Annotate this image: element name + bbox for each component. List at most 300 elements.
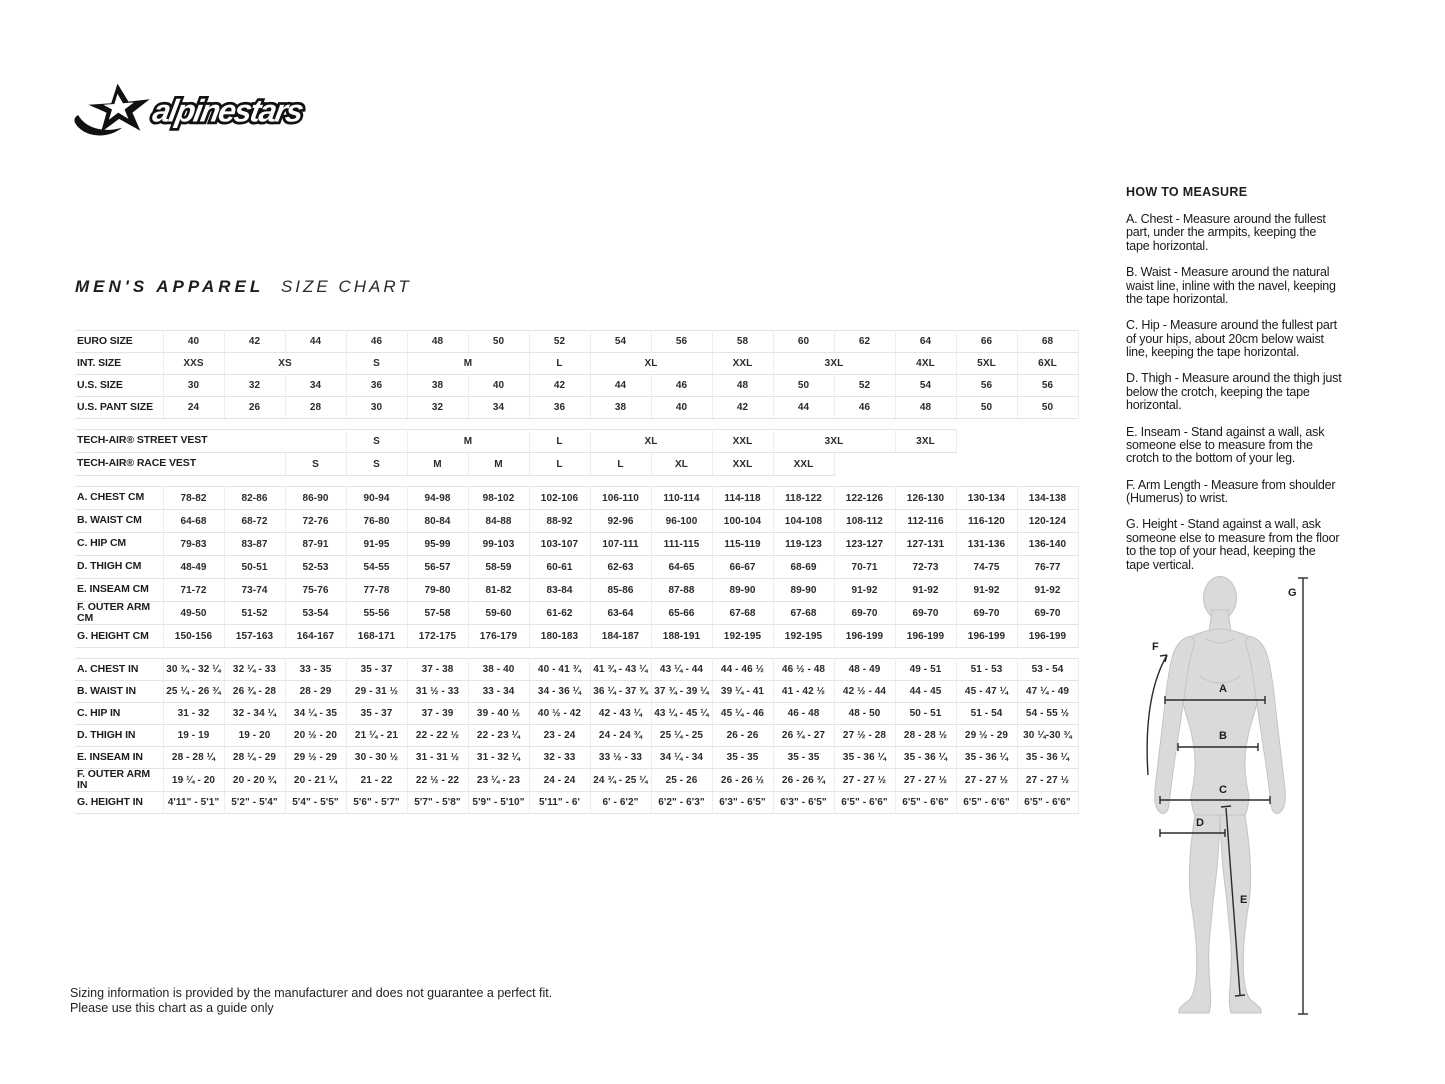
size-cell: 29 - 31 ½ xyxy=(346,681,407,703)
size-cell: 54 xyxy=(590,331,651,353)
size-cell: L xyxy=(529,353,590,375)
table-row-gap-3 xyxy=(75,648,1078,659)
size-cell: 72-76 xyxy=(285,510,346,533)
size-cell: 6'5" - 6'6" xyxy=(895,792,956,814)
size-cell: 51 - 54 xyxy=(956,703,1017,725)
size-cell: 32 xyxy=(407,397,468,419)
size-cell: 23 ¼ - 23 xyxy=(468,769,529,792)
table-row-hip-in xyxy=(75,703,1078,725)
size-cell: 26 - 26 xyxy=(712,725,773,747)
size-cell: 164-167 xyxy=(285,625,346,648)
size-cell: 99-103 xyxy=(468,533,529,556)
size-cell: 32 - 33 xyxy=(529,747,590,769)
size-cell: 6'3" - 6'5" xyxy=(773,792,834,814)
size-cell: S xyxy=(346,353,407,375)
size-cell: 52 xyxy=(529,331,590,353)
size-cell: 90-94 xyxy=(346,487,407,510)
size-cell: 111-115 xyxy=(651,533,712,556)
size-cell: 30 ¾ - 32 ¼ xyxy=(163,659,224,681)
size-cell: 84-88 xyxy=(468,510,529,533)
size-cell: L xyxy=(529,430,590,453)
row-label-inseam-cm: E. INSEAM CM xyxy=(75,579,163,602)
size-cell: 64 xyxy=(895,331,956,353)
size-cell: 5'4" - 5'5" xyxy=(285,792,346,814)
size-cell: 67-68 xyxy=(712,602,773,625)
size-cell: 30 xyxy=(346,397,407,419)
size-cell: 50 - 51 xyxy=(895,703,956,725)
table-row-outer-arm-cm xyxy=(75,602,1078,625)
size-cell: 168-171 xyxy=(346,625,407,648)
logo-wordmark: alpinestars xyxy=(150,92,306,129)
size-cell: 64-65 xyxy=(651,556,712,579)
size-cell: 69-70 xyxy=(834,602,895,625)
gap-cell xyxy=(75,648,1078,659)
size-cell: 88-92 xyxy=(529,510,590,533)
size-cell: 44 xyxy=(285,331,346,353)
size-cell: 26 xyxy=(224,397,285,419)
table-row-chest-in xyxy=(75,659,1078,681)
size-cell: 28 - 29 xyxy=(285,681,346,703)
table-row-waist-cm xyxy=(75,510,1078,533)
size-cell: 38 xyxy=(407,375,468,397)
size-cell: 35 - 35 xyxy=(773,747,834,769)
size-cell: 38 - 40 xyxy=(468,659,529,681)
row-label-thigh-in: D. THIGH IN xyxy=(75,725,163,747)
size-cell: 6'5" - 6'6" xyxy=(834,792,895,814)
size-cell: 78-82 xyxy=(163,487,224,510)
size-cell: 120-124 xyxy=(1017,510,1078,533)
size-cell: XXL xyxy=(773,453,834,476)
size-cell: 69-70 xyxy=(956,602,1017,625)
size-cell: 108-112 xyxy=(834,510,895,533)
size-cell: 67-68 xyxy=(773,602,834,625)
table-row-euro-size xyxy=(75,331,1078,353)
size-cell: 39 ¼ - 41 xyxy=(712,681,773,703)
size-cell: 19 ¼ - 20 xyxy=(163,769,224,792)
size-cell: 83-84 xyxy=(529,579,590,602)
size-cell: 64-68 xyxy=(163,510,224,533)
size-cell: 37 - 39 xyxy=(407,703,468,725)
size-cell: 35 - 36 ¼ xyxy=(956,747,1017,769)
size-cell: 75-76 xyxy=(285,579,346,602)
size-cell: 27 - 27 ½ xyxy=(956,769,1017,792)
size-cell: 24 ¾ - 25 ¼ xyxy=(590,769,651,792)
size-cell: 37 ¾ - 39 ¼ xyxy=(651,681,712,703)
label-g: G xyxy=(1288,587,1297,599)
size-cell: 103-107 xyxy=(529,533,590,556)
size-cell: 31 - 31 ½ xyxy=(407,747,468,769)
size-cell: 48 xyxy=(895,397,956,419)
size-cell: 32 xyxy=(224,375,285,397)
table-row-int-size xyxy=(75,353,1078,375)
size-cell: 91-92 xyxy=(956,579,1017,602)
row-label-outer-arm-cm: F. OUTER ARM CM xyxy=(75,602,163,625)
size-cell: 50 xyxy=(956,397,1017,419)
size-cell: 46 xyxy=(651,375,712,397)
size-cell: 43 ¼ - 44 xyxy=(651,659,712,681)
size-cell: XXS xyxy=(163,353,224,375)
size-cell: 70-71 xyxy=(834,556,895,579)
size-cell: 106-110 xyxy=(590,487,651,510)
size-cell: 68 xyxy=(1017,331,1078,353)
size-cell: 48 xyxy=(407,331,468,353)
size-cell: 29 ½ - 29 xyxy=(285,747,346,769)
size-cell: 46 ½ - 48 xyxy=(773,659,834,681)
size-cell: 44 xyxy=(773,397,834,419)
size-cell: 56 xyxy=(956,375,1017,397)
size-cell: 6'5" - 6'6" xyxy=(956,792,1017,814)
page-title xyxy=(75,277,412,297)
row-label-hip-cm: C. HIP CM xyxy=(75,533,163,556)
size-cell: 46 - 48 xyxy=(773,703,834,725)
size-cell: 122-126 xyxy=(834,487,895,510)
size-cell: 65-66 xyxy=(651,602,712,625)
table-row-height-in xyxy=(75,792,1078,814)
size-cell: 5'11" - 6' xyxy=(529,792,590,814)
size-cell: 4'11" - 5'1" xyxy=(163,792,224,814)
size-cell: 196-199 xyxy=(834,625,895,648)
size-cell: 36 xyxy=(346,375,407,397)
size-cell: 42 xyxy=(529,375,590,397)
size-cell: 36 ¼ - 37 ¾ xyxy=(590,681,651,703)
size-cell: 48 - 49 xyxy=(834,659,895,681)
size-cell: 38 xyxy=(590,397,651,419)
size-cell: 58 xyxy=(712,331,773,353)
size-cell: 188-191 xyxy=(651,625,712,648)
label-a: A xyxy=(1219,683,1227,695)
table-row-tech-air-race-vest xyxy=(75,453,1078,476)
size-cell: L xyxy=(529,453,590,476)
measure-step-height: G. Height - Stand against a wall, ask someone else to measure from the floor to the top of your head, keeping the tape vertical. xyxy=(1126,517,1340,572)
body-measurement-diagram xyxy=(1135,572,1315,1022)
title-primary: MEN'S APPAREL xyxy=(75,277,265,296)
star-icon xyxy=(74,84,149,136)
size-cell: 92-96 xyxy=(590,510,651,533)
table-row-us-pant-size xyxy=(75,397,1078,419)
size-cell: 71-72 xyxy=(163,579,224,602)
measure-step-waist: B. Waist - Measure around the natural waist line, inline with the navel, keeping the tape horizontal. xyxy=(1126,265,1336,306)
size-cell: 42 - 43 ¼ xyxy=(590,703,651,725)
label-b: B xyxy=(1219,730,1227,742)
size-cell: 116-120 xyxy=(956,510,1017,533)
size-cell: 62-63 xyxy=(590,556,651,579)
size-cell: 27 ½ - 28 xyxy=(834,725,895,747)
size-cell: 40 - 41 ¾ xyxy=(529,659,590,681)
size-cell: 51-52 xyxy=(224,602,285,625)
table-row-thigh-cm xyxy=(75,556,1078,579)
size-cell: 134-138 xyxy=(1017,487,1078,510)
size-cell: 42 xyxy=(224,331,285,353)
table-row-gap-1 xyxy=(75,419,1078,430)
size-cell: 91-92 xyxy=(895,579,956,602)
row-label-chest-cm: A. CHEST CM xyxy=(75,487,163,510)
size-cell: 5'2" - 5'4" xyxy=(224,792,285,814)
size-cell: 48 xyxy=(712,375,773,397)
size-cell: 44 xyxy=(590,375,651,397)
size-cell: 76-77 xyxy=(1017,556,1078,579)
size-cell: 54-55 xyxy=(346,556,407,579)
size-cell: 52-53 xyxy=(285,556,346,579)
size-cell: 180-183 xyxy=(529,625,590,648)
size-cell: 42 ½ - 44 xyxy=(834,681,895,703)
size-cell: 44 - 45 xyxy=(895,681,956,703)
row-label-waist-in: B. WAIST IN xyxy=(75,681,163,703)
size-cell: 30 xyxy=(163,375,224,397)
size-cell: 22 ½ - 22 xyxy=(407,769,468,792)
size-cell: 22 - 22 ½ xyxy=(407,725,468,747)
size-cell: 68-69 xyxy=(773,556,834,579)
size-cell: L xyxy=(590,453,651,476)
size-cell: 41 ¾ - 43 ¼ xyxy=(590,659,651,681)
measure-step-arm: F. Arm Length - Measure from shoulder (Humerus) to wrist. xyxy=(1126,477,1336,505)
size-cell: 46 xyxy=(834,397,895,419)
size-cell: 80-84 xyxy=(407,510,468,533)
size-cell: 28 - 28 ¼ xyxy=(163,747,224,769)
row-label-euro-size: EURO SIZE xyxy=(75,331,163,353)
table-row-chest-cm xyxy=(75,487,1078,510)
size-cell: 31 ½ - 33 xyxy=(407,681,468,703)
how-to-measure-heading: HOW TO MEASURE xyxy=(1126,185,1248,199)
size-cell: 36 xyxy=(529,397,590,419)
size-cell: 41 - 42 ½ xyxy=(773,681,834,703)
disclaimer-line-2: Please use this chart as a guide only xyxy=(70,1001,274,1015)
disclaimer-line-1: Sizing information is provided by the manufacturer and does not guarantee a perfect fit. xyxy=(70,986,553,1000)
size-cell: 192-195 xyxy=(773,625,834,648)
size-cell: 6' - 6'2" xyxy=(590,792,651,814)
size-cell: 100-104 xyxy=(712,510,773,533)
size-cell: 34 ¼ - 34 xyxy=(651,747,712,769)
title-secondary: SIZE CHART xyxy=(280,277,412,296)
size-chart-table xyxy=(75,330,1079,814)
size-cell: 21 ¼ - 21 xyxy=(346,725,407,747)
measure-step-inseam: E. Inseam - Stand against a wall, ask someone else to measure from the crotch to the bottom of your leg. xyxy=(1126,424,1325,466)
size-cell: 6'5" - 6'6" xyxy=(1017,792,1078,814)
row-label-hip-in: C. HIP IN xyxy=(75,703,163,725)
size-cell: 37 - 38 xyxy=(407,659,468,681)
size-cell: 51 - 53 xyxy=(956,659,1017,681)
size-cell: 50 xyxy=(468,331,529,353)
size-cell: 24 xyxy=(163,397,224,419)
size-cell: 33 ½ - 33 xyxy=(590,747,651,769)
size-cell: 21 - 22 xyxy=(346,769,407,792)
size-cell: S xyxy=(346,430,407,453)
size-cell: 48-49 xyxy=(163,556,224,579)
size-cell: M xyxy=(407,430,529,453)
size-cell: 85-86 xyxy=(590,579,651,602)
size-cell: 59-60 xyxy=(468,602,529,625)
size-cell: 68-72 xyxy=(224,510,285,533)
size-cell: 91-95 xyxy=(346,533,407,556)
size-cell: 119-123 xyxy=(773,533,834,556)
size-cell: 115-119 xyxy=(712,533,773,556)
size-cell: 118-122 xyxy=(773,487,834,510)
size-cell: 58-59 xyxy=(468,556,529,579)
label-f: F xyxy=(1152,641,1159,653)
size-cell: 30 - 30 ½ xyxy=(346,747,407,769)
row-label-tech-air-street-vest: TECH-AIR® STREET VEST xyxy=(75,430,346,453)
table-row-thigh-in xyxy=(75,725,1078,747)
size-cell: 56 xyxy=(1017,375,1078,397)
size-cell: 91-92 xyxy=(1017,579,1078,602)
size-cell: 176-179 xyxy=(468,625,529,648)
label-d: D xyxy=(1196,817,1204,829)
measure-step-hip: C. Hip - Measure around the fullest part of your hips, about 20cm below waist line, keeping the tape horizontal. xyxy=(1126,318,1337,359)
size-cell: 24 - 24 xyxy=(529,769,590,792)
size-cell: 60-61 xyxy=(529,556,590,579)
size-cell: 82-86 xyxy=(224,487,285,510)
size-cell: 34 xyxy=(468,397,529,419)
size-cell: 34 xyxy=(285,375,346,397)
size-cell: 57-58 xyxy=(407,602,468,625)
size-cell: 5'9" - 5'10" xyxy=(468,792,529,814)
measure-step-thigh: D. Thigh - Measure around the thigh just below the crotch, keeping the tape horizontal. xyxy=(1126,371,1342,413)
size-cell: M xyxy=(407,353,529,375)
size-cell: 55-56 xyxy=(346,602,407,625)
table-row-inseam-in xyxy=(75,747,1078,769)
label-c: C xyxy=(1219,784,1227,796)
table-row-hip-cm xyxy=(75,533,1078,556)
size-cell: 31 - 32 xyxy=(163,703,224,725)
size-cell: 22 - 23 ¼ xyxy=(468,725,529,747)
size-cell: 48 - 50 xyxy=(834,703,895,725)
size-cell: 87-88 xyxy=(651,579,712,602)
size-cell xyxy=(834,453,1078,476)
how-to-measure-panel xyxy=(1126,185,1342,585)
size-cell: 40 xyxy=(163,331,224,353)
size-cell: 69-70 xyxy=(895,602,956,625)
size-cell: 28 xyxy=(285,397,346,419)
size-cell: 50 xyxy=(1017,397,1078,419)
table-row-tech-air-street-vest xyxy=(75,430,1078,453)
alpinestars-logo xyxy=(70,82,330,137)
size-cell: 72-73 xyxy=(895,556,956,579)
size-cell: 35 - 36 ¼ xyxy=(834,747,895,769)
size-cell: 4XL xyxy=(895,353,956,375)
size-cell: 66 xyxy=(956,331,1017,353)
size-cell: S xyxy=(346,453,407,476)
size-cell: 110-114 xyxy=(651,487,712,510)
size-cell: 49-50 xyxy=(163,602,224,625)
size-cell: 40 xyxy=(468,375,529,397)
size-cell: 184-187 xyxy=(590,625,651,648)
table-row-waist-in xyxy=(75,681,1078,703)
row-label-us-pant-size: U.S. PANT SIZE xyxy=(75,397,163,419)
size-cell: 6'2" - 6'3" xyxy=(651,792,712,814)
size-cell: 46 xyxy=(346,331,407,353)
size-cell: 3XL xyxy=(773,353,895,375)
size-cell: 24 - 24 ¾ xyxy=(590,725,651,747)
size-cell: 81-82 xyxy=(468,579,529,602)
row-label-inseam-in: E. INSEAM IN xyxy=(75,747,163,769)
table-row-outer-arm-in xyxy=(75,769,1078,792)
size-cell: XXL xyxy=(712,453,773,476)
size-cell: 35 - 36 ¼ xyxy=(895,747,956,769)
size-cell: 25 - 26 xyxy=(651,769,712,792)
size-cell: 69-70 xyxy=(1017,602,1078,625)
size-cell: 104-108 xyxy=(773,510,834,533)
size-cell: 196-199 xyxy=(1017,625,1078,648)
size-cell: 20 - 20 ¾ xyxy=(224,769,285,792)
size-cell: 79-83 xyxy=(163,533,224,556)
size-cell: XL xyxy=(590,353,712,375)
size-cell: 6XL xyxy=(1017,353,1078,375)
size-cell: 54 - 55 ½ xyxy=(1017,703,1078,725)
size-cell: XL xyxy=(590,430,712,453)
size-cell: 26 ¾ - 27 xyxy=(773,725,834,747)
size-cell: 196-199 xyxy=(895,625,956,648)
size-cell: M xyxy=(407,453,468,476)
size-cell: 33 - 34 xyxy=(468,681,529,703)
height-line xyxy=(1298,578,1308,1014)
size-cell: 83-87 xyxy=(224,533,285,556)
size-cell: 45 ¼ - 46 xyxy=(712,703,773,725)
size-cell: 40 ½ - 42 xyxy=(529,703,590,725)
size-cell: 5'7" - 5'8" xyxy=(407,792,468,814)
row-label-chest-in: A. CHEST IN xyxy=(75,659,163,681)
size-cell: 35 - 37 xyxy=(346,703,407,725)
size-cell: 32 ¼ - 33 xyxy=(224,659,285,681)
size-cell: 86-90 xyxy=(285,487,346,510)
size-cell: 127-131 xyxy=(895,533,956,556)
size-cell: XXL xyxy=(712,430,773,453)
size-cell: 62 xyxy=(834,331,895,353)
size-cell: 95-99 xyxy=(407,533,468,556)
size-cell: 26 - 26 ¾ xyxy=(773,769,834,792)
size-cell: 35 - 35 xyxy=(712,747,773,769)
size-cell: 34 - 36 ¼ xyxy=(529,681,590,703)
size-cell: 50-51 xyxy=(224,556,285,579)
size-cell: 32 - 34 ¼ xyxy=(224,703,285,725)
size-cell: 28 - 28 ½ xyxy=(895,725,956,747)
size-cell: 196-199 xyxy=(956,625,1017,648)
size-cell: 63-64 xyxy=(590,602,651,625)
table-row-gap-2 xyxy=(75,476,1078,487)
size-cell: 98-102 xyxy=(468,487,529,510)
disclaimer xyxy=(70,986,552,1016)
label-e: E xyxy=(1240,894,1248,906)
size-cell xyxy=(956,430,1078,453)
table-row-us-size xyxy=(75,375,1078,397)
size-cell: 25 ¼ - 25 xyxy=(651,725,712,747)
size-cell: 112-116 xyxy=(895,510,956,533)
size-cell: 35 - 36 ¼ xyxy=(1017,747,1078,769)
row-label-waist-cm: B. WAIST CM xyxy=(75,510,163,533)
size-cell: 192-195 xyxy=(712,625,773,648)
size-cell: XS xyxy=(224,353,346,375)
size-cell: 20 - 21 ¼ xyxy=(285,769,346,792)
size-cell: 23 - 24 xyxy=(529,725,590,747)
size-cell: 87-91 xyxy=(285,533,346,556)
row-label-int-size: INT. SIZE xyxy=(75,353,163,375)
size-cell: 28 ¼ - 29 xyxy=(224,747,285,769)
size-cell: 31 - 32 ¼ xyxy=(468,747,529,769)
size-cell: 5'6" - 5'7" xyxy=(346,792,407,814)
size-cell: 74-75 xyxy=(956,556,1017,579)
row-label-us-size: U.S. SIZE xyxy=(75,375,163,397)
size-cell: 91-92 xyxy=(834,579,895,602)
size-cell: 56-57 xyxy=(407,556,468,579)
size-cell: 130-134 xyxy=(956,487,1017,510)
size-cell: 56 xyxy=(651,331,712,353)
size-cell: 94-98 xyxy=(407,487,468,510)
size-cell: 150-156 xyxy=(163,625,224,648)
size-cell: 131-136 xyxy=(956,533,1017,556)
size-cell: XXL xyxy=(712,353,773,375)
size-cell: 27 - 27 ½ xyxy=(1017,769,1078,792)
size-cell: 27 - 27 ½ xyxy=(895,769,956,792)
table-row-height-cm xyxy=(75,625,1078,648)
row-label-outer-arm-in: F. OUTER ARM IN xyxy=(75,769,163,792)
